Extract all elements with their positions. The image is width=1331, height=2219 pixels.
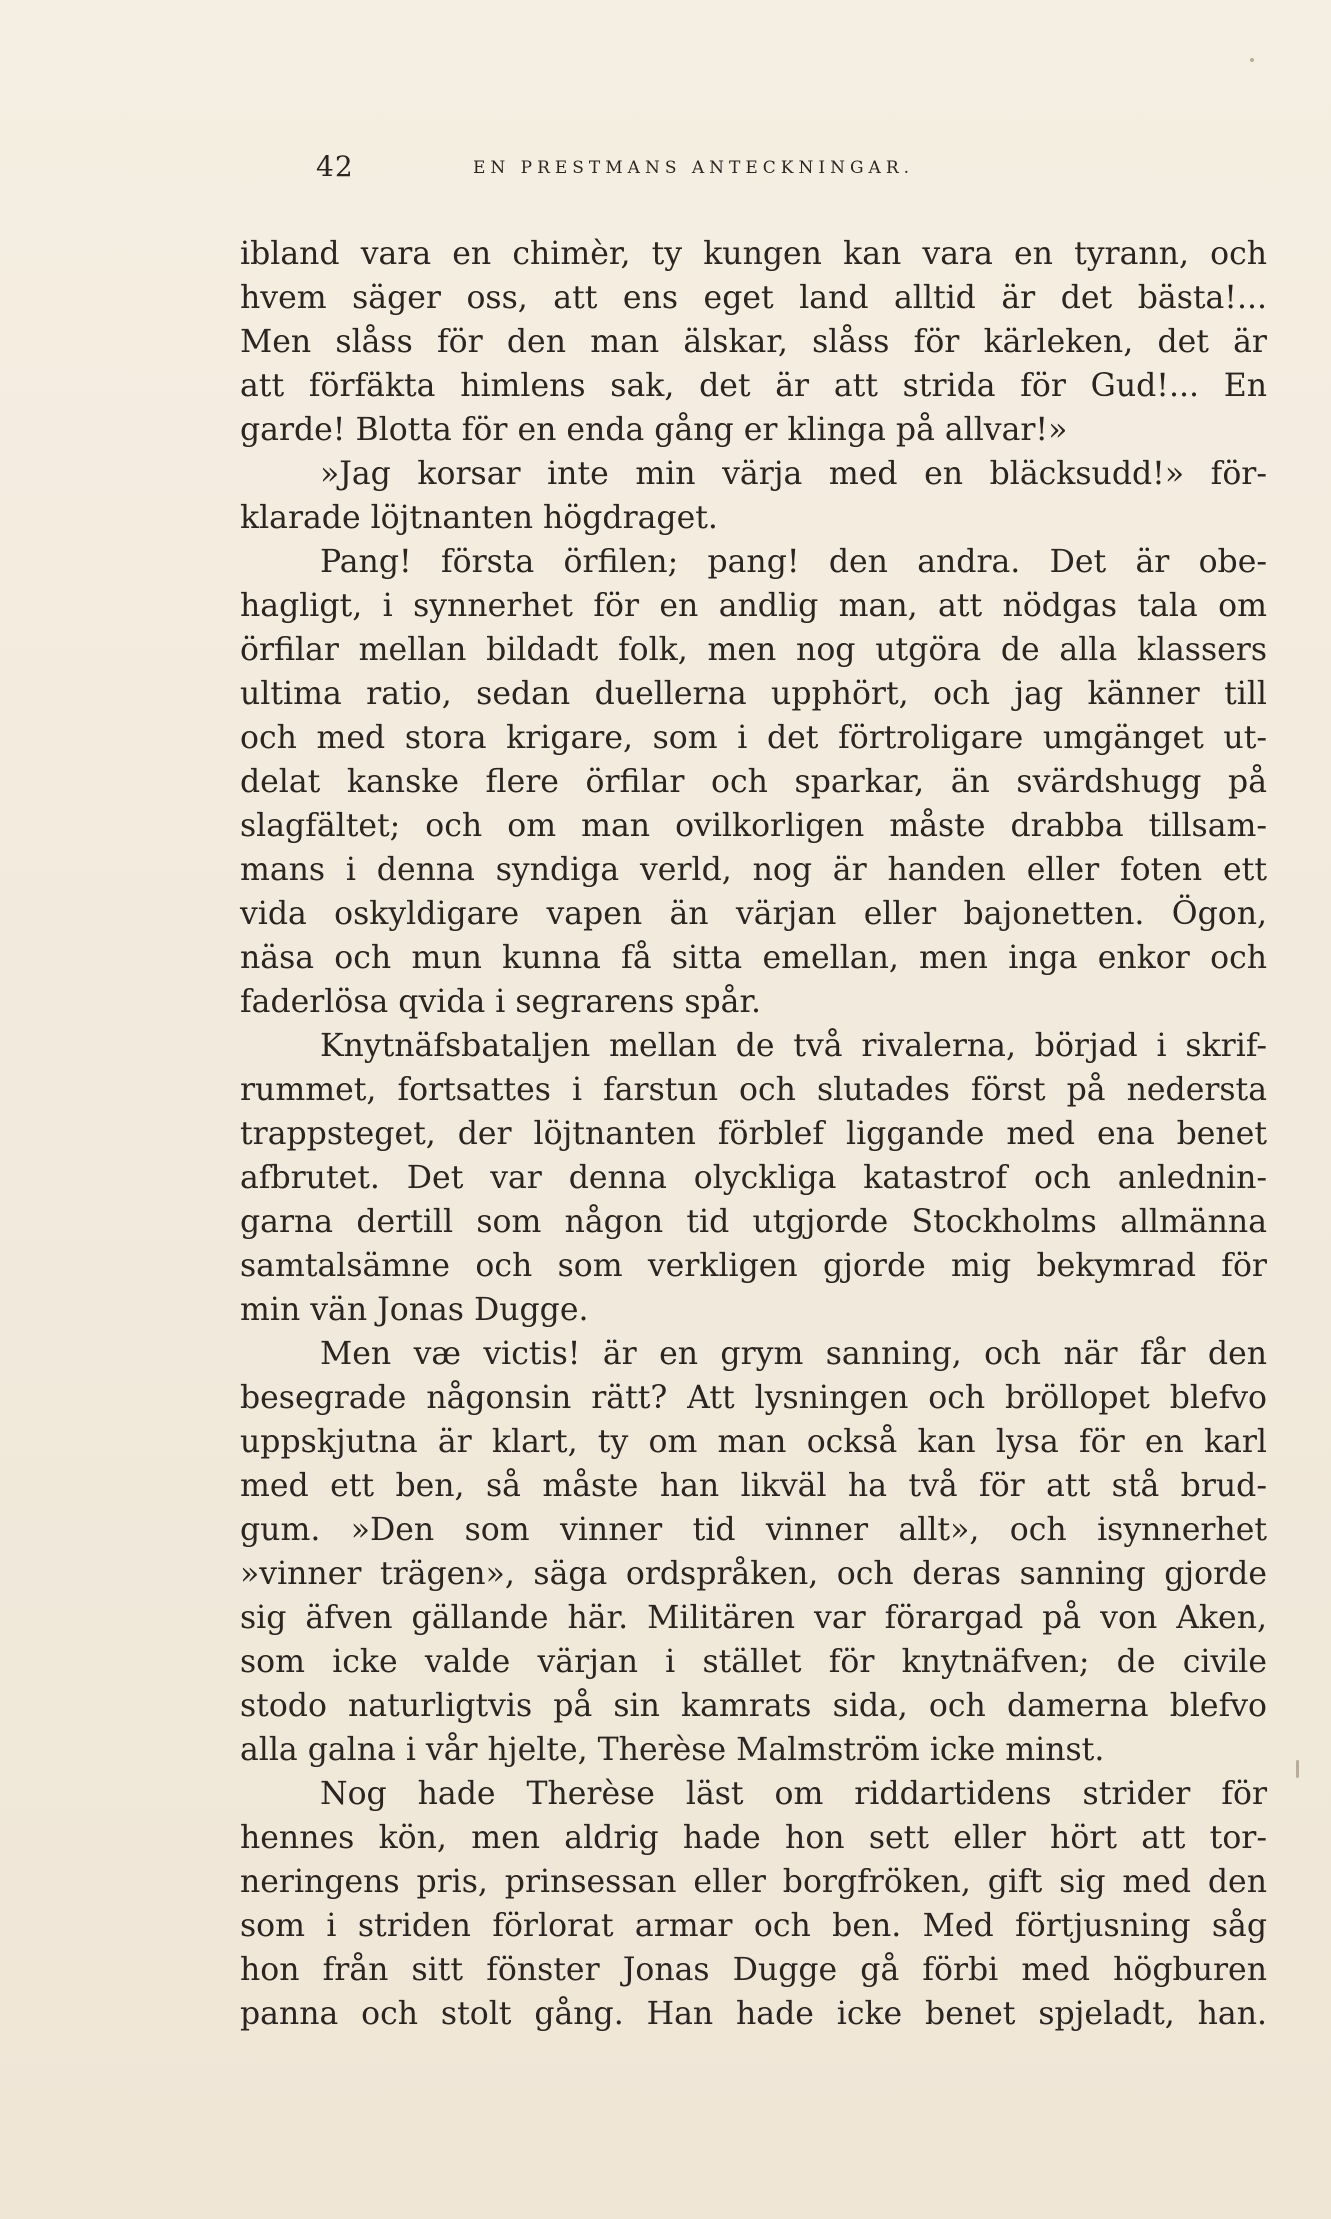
text-line: rummet, fortsattes i farstun och slutades först på nedersta xyxy=(240,1072,1267,1108)
text-line: mans i denna syndiga verld, nog är handen eller foten ett xyxy=(240,852,1267,888)
paper-speck xyxy=(1250,58,1254,62)
text-line: Pang! första örfilen; pang! den andra. Det är obe- xyxy=(320,544,1267,580)
text-line: garde! Blotta för en enda gång er klinga på allvar!» xyxy=(240,412,1068,448)
text-line: garna dertill som någon tid utgjorde Stockholms allmänna xyxy=(240,1204,1267,1240)
text-line: hvem säger oss, att ens eget land alltid är det bästa!... xyxy=(240,280,1267,316)
running-head: EN PRESTMANS ANTECKNINGAR. xyxy=(472,158,915,178)
text-line: örfilar mellan bildadt folk, men nog utgöra de alla klassers xyxy=(240,632,1267,668)
text-line: hagligt, i synnerhet för en andlig man, att nödgas tala om xyxy=(240,588,1267,624)
text-line: »Jag korsar inte min värja med en bläcksudd!» för- xyxy=(320,456,1267,492)
text-line: gum. »Den som vinner tid vinner allt», och isynnerhet xyxy=(240,1512,1267,1548)
text-line: ultima ratio, sedan duellerna upphört, och jag känner till xyxy=(240,676,1267,712)
text-line: slagfältet; och om man ovilkorligen måste drabba tillsam- xyxy=(240,808,1267,844)
page-header xyxy=(236,150,1151,190)
text-line: som icke valde värjan i stället för knytnäfven; de civile xyxy=(240,1644,1267,1680)
text-line: att förfäkta himlens sak, det är att strida för Gud!... En xyxy=(240,368,1267,404)
body-text xyxy=(240,232,1267,2036)
text-line: faderlösa qvida i segrarens spår. xyxy=(240,984,762,1020)
text-line: »vinner trägen», säga ordspråken, och deras sanning gjorde xyxy=(240,1556,1267,1592)
text-line: Nog hade Therèse läst om riddartidens strider för xyxy=(320,1776,1267,1812)
text-line: min vän Jonas Dugge. xyxy=(240,1292,589,1328)
text-line: klarade löjtnanten högdraget. xyxy=(240,500,718,536)
text-line: ibland vara en chimèr, ty kungen kan vara en tyrann, och xyxy=(240,236,1267,272)
text-line: som i striden förlorat armar och ben. Med förtjusning såg xyxy=(240,1908,1267,1944)
text-line: besegrade någonsin rätt? Att lysningen och bröllopet blefvo xyxy=(240,1380,1267,1416)
text-line: delat kanske flere örfilar och sparkar, än svärdshugg på xyxy=(240,764,1267,800)
text-line: afbrutet. Det var denna olyckliga katastrof och anlednin- xyxy=(240,1160,1267,1196)
paper-speck xyxy=(1296,1760,1299,1778)
text-line: vida oskyldigare vapen än värjan eller bajonetten. Ögon, xyxy=(240,896,1267,932)
text-line: Knytnäfsbataljen mellan de två rivalerna, börjad i skrif- xyxy=(320,1028,1267,1064)
page-number: 42 xyxy=(316,150,354,183)
text-line: sig äfven gällande här. Militären var förargad på von Aken, xyxy=(240,1600,1267,1636)
text-line: Men væ victis! är en grym sanning, och när får den xyxy=(320,1336,1267,1372)
text-line: och med stora krigare, som i det förtroligare umgänget ut- xyxy=(240,720,1267,756)
text-line: trappsteget, der löjtnanten förblef liggande med ena benet xyxy=(240,1116,1267,1152)
text-line: hennes kön, men aldrig hade hon sett eller hört att tor- xyxy=(240,1820,1267,1856)
text-line: Men slåss för den man älskar, slåss för kärleken, det är xyxy=(240,324,1267,360)
text-line: panna och stolt gång. Han hade icke benet spjeladt, han. xyxy=(240,1996,1267,2032)
text-line: alla galna i vår hjelte, Therèse Malmström icke minst. xyxy=(240,1732,1105,1768)
text-line: hon från sitt fönster Jonas Dugge gå förbi med högburen xyxy=(240,1952,1267,1988)
text-line: neringens pris, prinsessan eller borgfröken, gift sig med den xyxy=(240,1864,1267,1900)
text-line: med ett ben, så måste han likväl ha två för att stå brud- xyxy=(240,1468,1267,1504)
text-line: uppskjutna är klart, ty om man också kan lysa för en karl xyxy=(240,1424,1267,1460)
text-line: näsa och mun kunna få sitta emellan, men inga enkor och xyxy=(240,940,1267,976)
text-line: samtalsämne och som verkligen gjorde mig bekymrad för xyxy=(240,1248,1267,1284)
text-line: stodo naturligtvis på sin kamrats sida, och damerna blefvo xyxy=(240,1688,1267,1724)
